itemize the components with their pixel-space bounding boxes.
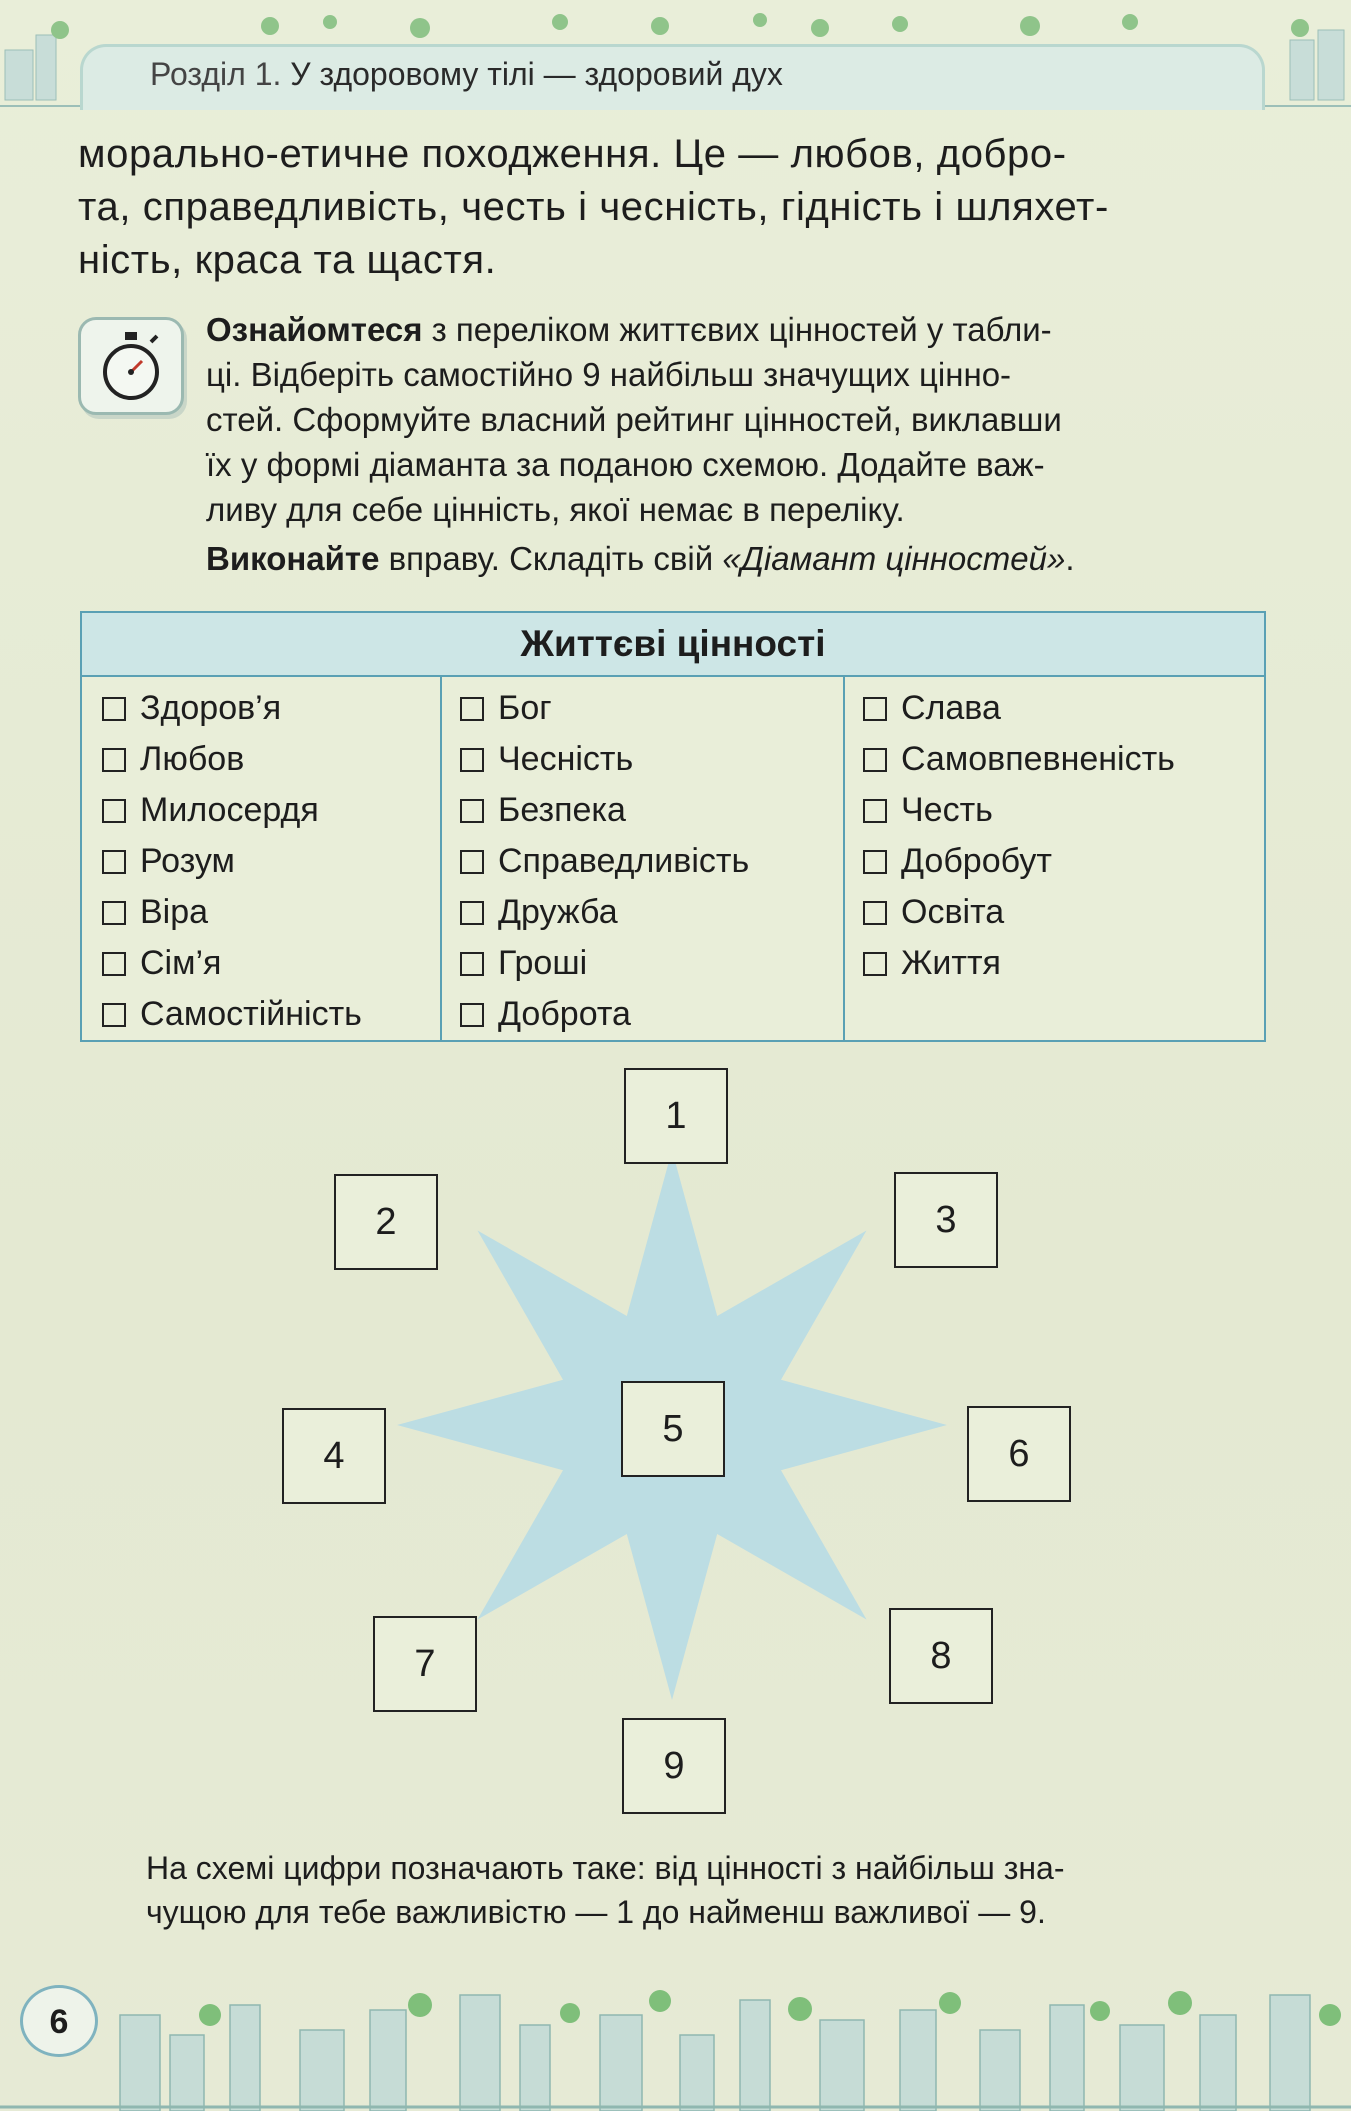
value-item[interactable]	[460, 887, 618, 938]
value-item[interactable]	[460, 683, 552, 734]
task-paragraph	[206, 307, 1268, 532]
task-line: ливу для себе цінність, якої немає в переліку.	[206, 491, 905, 528]
checkbox[interactable]	[460, 850, 484, 874]
value-item[interactable]	[863, 836, 1052, 887]
bottom-city-decoration	[0, 1975, 1351, 2111]
checkbox[interactable]	[863, 952, 887, 976]
table-column-2	[440, 677, 845, 1040]
value-item[interactable]	[102, 785, 319, 836]
rank-box-2[interactable]: 2	[334, 1174, 438, 1270]
checkbox[interactable]	[863, 748, 887, 772]
checkbox[interactable]	[102, 1003, 126, 1027]
value-label: Добробут	[901, 842, 1052, 880]
value-label: Чесність	[498, 740, 634, 778]
task-do-end: .	[1065, 540, 1075, 577]
intro-line: та, справедливість, честь і чесність, гідність і шляхет-	[78, 185, 1109, 229]
value-item[interactable]	[460, 734, 633, 785]
task-do-italic: «Діамант цінностей»	[722, 540, 1066, 577]
task-bold-lead: Ознайомтеся	[206, 311, 423, 348]
checkbox[interactable]	[460, 901, 484, 925]
value-item[interactable]	[102, 683, 281, 734]
value-label: Безпека	[498, 791, 626, 829]
checkbox[interactable]	[102, 850, 126, 874]
rank-box-4[interactable]: 4	[282, 1408, 386, 1504]
task-do-bold: Виконайте	[206, 540, 380, 577]
checkbox[interactable]	[102, 748, 126, 772]
task-line: стей. Сформуйте власний рейтинг цінностей, виклавши	[206, 401, 1062, 438]
value-label: Дружба	[498, 893, 618, 931]
rank-box-1[interactable]: 1	[624, 1068, 728, 1164]
value-item[interactable]	[863, 938, 1001, 989]
checkbox[interactable]	[863, 901, 887, 925]
value-item[interactable]	[460, 938, 587, 989]
checkbox[interactable]	[102, 799, 126, 823]
value-label: Самостійність	[140, 995, 362, 1033]
footnote-line: На схемі цифри позначають таке: від цінності з найбільш зна-	[146, 1850, 1065, 1886]
value-label: Розум	[140, 842, 235, 880]
value-item[interactable]	[863, 734, 1175, 785]
checkbox[interactable]	[863, 799, 887, 823]
checkbox[interactable]	[863, 697, 887, 721]
intro-line: ність, краса та щастя.	[78, 238, 497, 282]
task-do-rest: вправу. Складіть свій	[379, 540, 723, 577]
checkbox[interactable]	[460, 697, 484, 721]
value-label: Віра	[140, 893, 209, 931]
value-label: Життя	[901, 944, 1001, 982]
section-title: У здоровому тілі — здоровий дух	[290, 56, 783, 92]
value-label: Сім’я	[140, 944, 222, 982]
checkbox[interactable]	[460, 748, 484, 772]
value-label: Здоров’я	[140, 689, 282, 727]
section-label: Розділ 1.	[150, 56, 282, 92]
page-number: 6	[20, 1985, 98, 2057]
value-item[interactable]	[102, 836, 235, 887]
value-label: Самовпевненість	[901, 740, 1175, 778]
task-line: з переліком життєвих цінностей у табли-	[422, 311, 1052, 348]
value-item[interactable]	[460, 836, 749, 887]
rank-box-3[interactable]: 3	[894, 1172, 998, 1268]
checkbox[interactable]	[460, 952, 484, 976]
value-item[interactable]	[102, 989, 362, 1040]
task-instruction	[206, 540, 1075, 578]
table-column-3	[843, 677, 1264, 1040]
table-column-1	[82, 677, 442, 1040]
value-label: Любов	[140, 740, 245, 778]
checkbox[interactable]	[460, 1003, 484, 1027]
value-item[interactable]	[102, 887, 208, 938]
intro-paragraph	[78, 128, 1268, 287]
rank-box-6[interactable]: 6	[967, 1406, 1071, 1502]
rank-box-7[interactable]: 7	[373, 1616, 477, 1712]
checkbox[interactable]	[102, 901, 126, 925]
checkbox[interactable]	[102, 697, 126, 721]
checkbox[interactable]	[102, 952, 126, 976]
stopwatch-icon	[78, 317, 184, 415]
value-label: Освіта	[901, 893, 1005, 931]
value-item[interactable]	[863, 887, 1004, 938]
value-item[interactable]	[863, 785, 993, 836]
value-label: Милосердя	[140, 791, 319, 829]
footnote-line: чущою для тебе важливістю — 1 до найменш важливої — 9.	[146, 1894, 1046, 1930]
value-label: Гроші	[498, 944, 588, 982]
value-item[interactable]	[863, 683, 1001, 734]
value-label: Бог	[498, 689, 552, 727]
value-label: Справедливість	[498, 842, 750, 880]
table-title: Життєві цінності	[82, 613, 1264, 677]
rank-box-8[interactable]: 8	[889, 1608, 993, 1704]
task-line: їх у формі діаманта за поданою схемою. Додайте важ-	[206, 446, 1045, 483]
checkbox[interactable]	[460, 799, 484, 823]
value-item[interactable]	[102, 938, 221, 989]
rank-box-9[interactable]: 9	[622, 1718, 726, 1814]
values-table	[80, 611, 1266, 1042]
diamond-diagram	[0, 1050, 1351, 1830]
section-header-title	[150, 56, 783, 93]
value-item[interactable]	[460, 785, 626, 836]
value-label: Честь	[901, 791, 993, 829]
task-line: ці. Відберіть самостійно 9 найбільш значущих ціннo-	[206, 356, 1012, 393]
value-label: Слава	[901, 689, 1001, 727]
rank-box-5[interactable]: 5	[621, 1381, 725, 1477]
value-item[interactable]	[102, 734, 244, 785]
checkbox[interactable]	[863, 850, 887, 874]
value-item[interactable]	[460, 989, 631, 1040]
value-label: Доброта	[498, 995, 631, 1033]
intro-line: морально-етичне походження. Це — любов, добро-	[78, 132, 1067, 176]
footnote	[146, 1846, 1065, 1934]
